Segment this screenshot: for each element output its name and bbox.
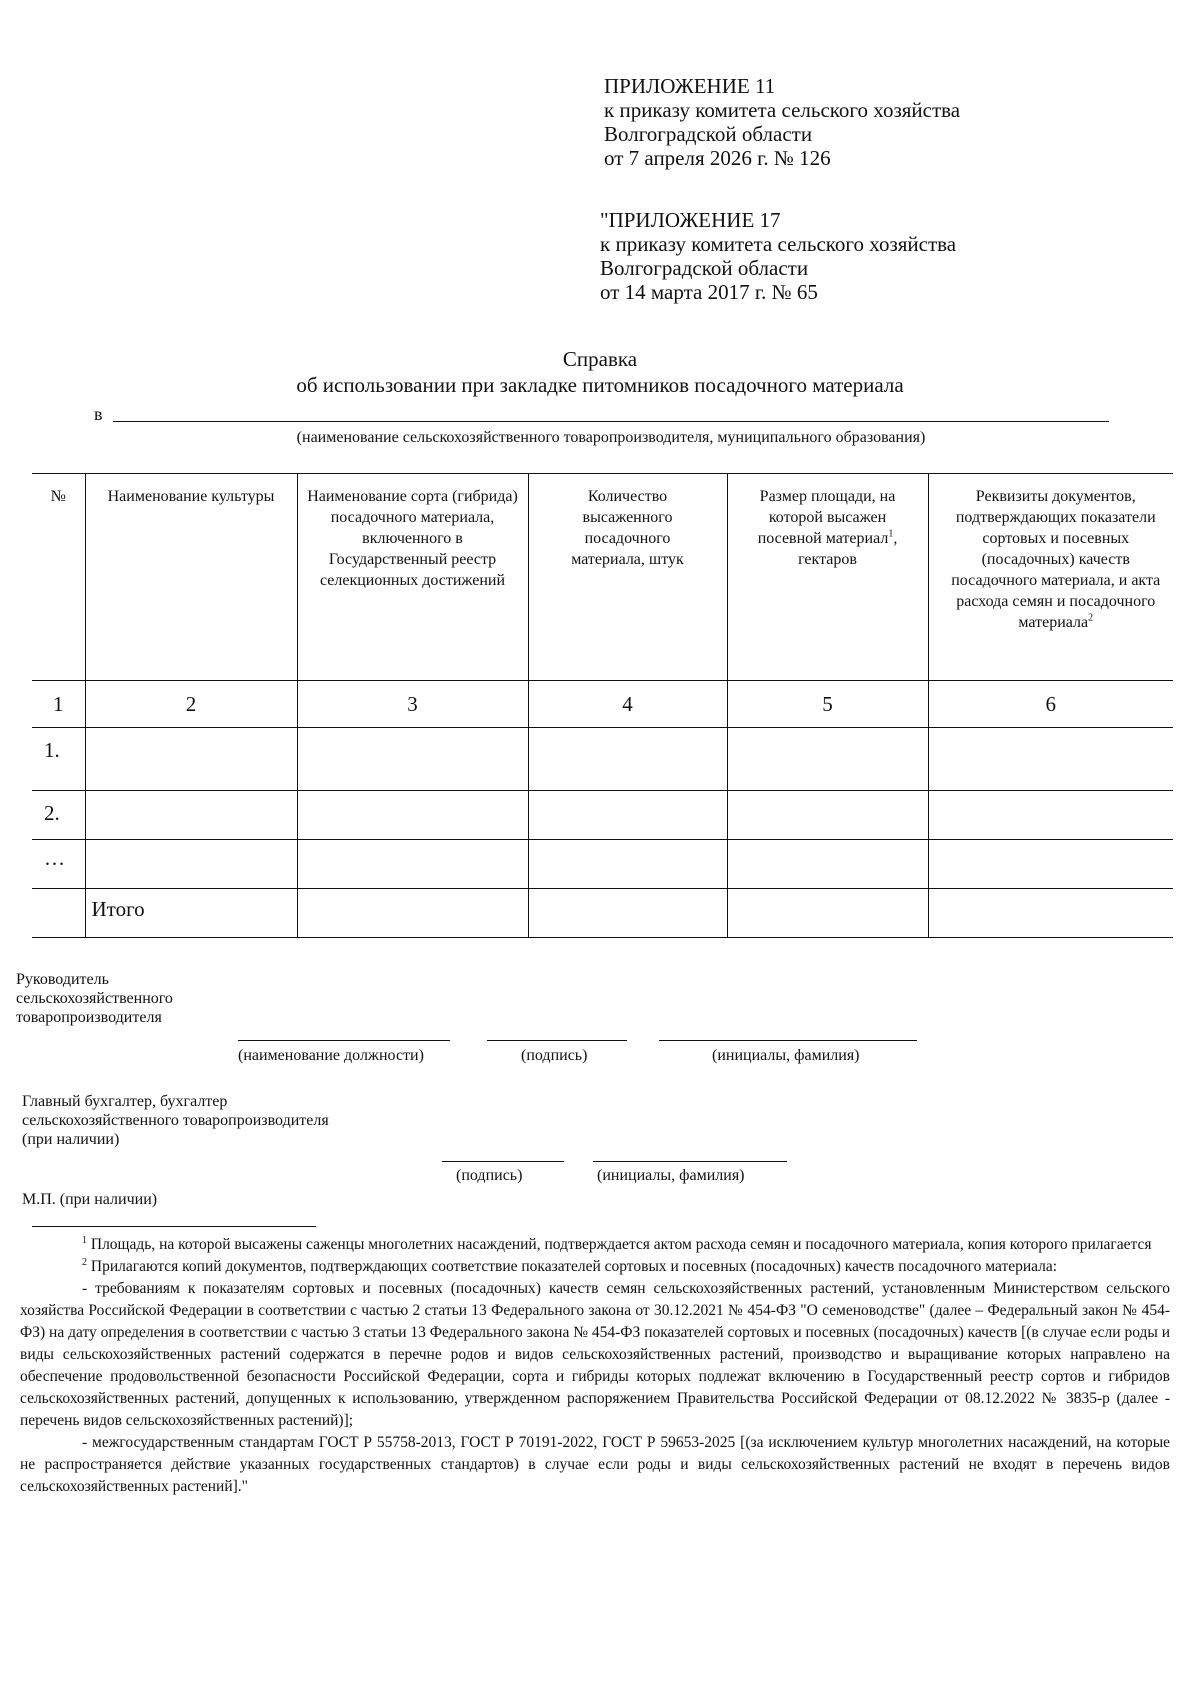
- document-title: Справка: [562, 347, 638, 371]
- footnote-1: $^1$ Площадь, на которой высажены саженцы многолетних насаждений, подтверждается актом расхода семян и посадочного материала, копия которого прилагается: [82, 1234, 1152, 1253]
- recipient-prefix: в: [94, 404, 103, 424]
- name-caption: (инициалы, фамилия): [712, 1047, 860, 1064]
- header-cell-crop: Наименование культуры: [85, 474, 297, 681]
- table-cell[interactable]: [928, 889, 1173, 938]
- position-caption: (наименование должности): [238, 1047, 424, 1064]
- position-signature-line[interactable]: [238, 1040, 450, 1041]
- column-number: 2: [85, 681, 297, 728]
- row-number: 2.: [44, 801, 60, 825]
- header-cell-documents: Реквизиты документов, подтверждающих показатели сортовых и посевных (посадочных) качеств посадочного материала, и акта расхода семян и посадочного материала$^2$: [928, 474, 1173, 681]
- appendix-header-original: [600, 208, 956, 304]
- total-row: [32, 889, 1173, 938]
- header-line: от 7 апреля 2026 г. № 126: [604, 146, 831, 170]
- table-cell[interactable]: [528, 840, 727, 889]
- table-row: [32, 791, 1173, 840]
- header-line: ПРИЛОЖЕНИЕ 11: [604, 74, 776, 98]
- signature-line[interactable]: [487, 1040, 627, 1041]
- table-cell[interactable]: [727, 889, 928, 938]
- name-signature-line[interactable]: [659, 1040, 917, 1041]
- column-number: 4: [528, 681, 727, 728]
- row-number-cell: [32, 728, 85, 791]
- total-label: Итого: [91, 897, 145, 921]
- table-cell[interactable]: [85, 728, 297, 791]
- header-cell-number: №: [32, 474, 85, 681]
- header-cell-area: Размер площади, на которой высажен посевной материал$^1$, гектаров: [727, 474, 928, 681]
- document-subtitle: об использовании при закладке питомников посадочного материала: [296, 373, 904, 397]
- planting-material-table: [32, 473, 1173, 938]
- appendix-header-current: [604, 74, 960, 170]
- table-cell: [32, 889, 85, 938]
- signature-caption: (подпись): [521, 1047, 588, 1064]
- header-line: "ПРИЛОЖЕНИЕ 17: [600, 208, 781, 232]
- row-number: …: [44, 846, 65, 870]
- table-cell[interactable]: [85, 791, 297, 840]
- table-cell[interactable]: [928, 840, 1173, 889]
- table-cell[interactable]: [85, 840, 297, 889]
- total-label-cell: [85, 889, 297, 938]
- table-cell[interactable]: [727, 840, 928, 889]
- table-cell[interactable]: [528, 889, 727, 938]
- footnote-ref-1[interactable]: 1: [888, 528, 894, 540]
- footnote-ref-2[interactable]: 2: [1088, 612, 1094, 624]
- column-number: 6: [928, 681, 1173, 728]
- table-cell[interactable]: [727, 728, 928, 791]
- table-cell[interactable]: [297, 889, 528, 938]
- row-number-cell: [32, 840, 85, 889]
- footnote-2: $^2$ Прилагаются копий документов, подтверждающих соответствие показателей сортовых и посевных (посадочных) качеств посадочного материала:: [82, 1256, 1058, 1275]
- accountant-name-line[interactable]: [593, 1161, 787, 1162]
- accountant-name-caption: (инициалы, фамилия): [597, 1167, 745, 1184]
- column-number: 1: [32, 681, 85, 728]
- table-cell[interactable]: [727, 791, 928, 840]
- table-cell[interactable]: [528, 728, 727, 791]
- table-row: [32, 728, 1173, 791]
- table-cell[interactable]: [528, 791, 727, 840]
- table-cell[interactable]: [928, 791, 1173, 840]
- table-cell[interactable]: [928, 728, 1173, 791]
- head-title-line: товаропроизводителя: [16, 1009, 162, 1026]
- head-title-line: сельскохозяйственного: [16, 990, 173, 1007]
- recipient-blank-line[interactable]: [113, 421, 1109, 422]
- column-number-row: [32, 681, 1173, 728]
- footnote-separator: [32, 1226, 316, 1227]
- accountant-title-block: [22, 1092, 329, 1149]
- accountant-title-line: (при наличии): [22, 1131, 120, 1148]
- head-title-block: [16, 970, 173, 1027]
- table-header-row: [32, 474, 1173, 681]
- header-line: Волгоградской области: [604, 122, 813, 146]
- row-number: 1.: [44, 738, 60, 762]
- header-line: к приказу комитета сельского хозяйства: [604, 98, 961, 122]
- accountant-title-line: сельскохозяйственного товаропроизводителя: [22, 1112, 329, 1129]
- accountant-signature-line[interactable]: [442, 1161, 564, 1162]
- header-line: к приказу комитета сельского хозяйства: [600, 232, 957, 256]
- table-cell[interactable]: [297, 840, 528, 889]
- table-row: [32, 840, 1173, 889]
- header-cell-variety: Наименование сорта (гибрида) посадочного материала, включенного в Государственный реестр селекционных достижений: [297, 474, 528, 681]
- column-number: 3: [297, 681, 528, 728]
- footnote-2-item-2: - межгосударственным стандартам ГОСТ Р 55758-2013, ГОСТ Р 70191-2022, ГОСТ Р 59653-2025 [(за исключением культур многолетних насаждений, на которые не распространяется действие указанных государственных стандартов) в случае если роды и виды сельскохозяйственных растений не входят в перечень видов сельскохозяйственных растений].": [20, 1434, 1170, 1495]
- header-cell-quantity: Количество высаженного посадочного материала, штук: [528, 474, 727, 681]
- row-number-cell: [32, 791, 85, 840]
- stamp-label: М.П. (при наличии): [22, 1191, 158, 1208]
- table-cell[interactable]: [297, 791, 528, 840]
- footnote-2-item-1: - требованиям к показателям сортовых и посевных (посадочных) качеств семян сельскохозяйственных растений, установленным Министерством сельского хозяйства Российской Федерации в соответствии с частью 2 статьи 13 Федерального закона от 30.12.2021 № 454-ФЗ "О семеноводстве" (далее – Федеральный закон № 454-ФЗ) на дату определения в соответствии с частью 3 статьи 13 Федерального закона № 454-ФЗ показателей сортовых и посевных (посадочных) качеств [(в случае если роды и виды сельскохозяйственных растений содержатся в перечне родов и видов сельскохозяйственных растений, производство и выращивание которых направлено на обеспечение продовольственной безопасности Российской Федерации, сорта и гибриды которых подлежат включению в Государственный реестр сортов и гибридов сельскохозяйственных растений, допущенных к использованию, утвержденном распоряжением Правительства Российской Федерации от 08.12.2022 № 3835-р (далее - перечень видов сельскохозяйственных растений)];: [20, 1280, 1170, 1429]
- header-line: от 14 марта 2017 г. № 65: [600, 280, 818, 304]
- footnotes: [20, 1234, 1170, 1498]
- accountant-signature-caption: (подпись): [456, 1167, 523, 1184]
- header-line: Волгоградской области: [600, 256, 809, 280]
- recipient-caption: (наименование сельскохозяйственного товаропроизводителя, муниципального образования): [296, 429, 926, 446]
- column-number: 5: [727, 681, 928, 728]
- table-cell[interactable]: [297, 728, 528, 791]
- head-title-line: Руководитель: [16, 971, 109, 988]
- accountant-title-line: Главный бухгалтер, бухгалтер: [22, 1093, 228, 1110]
